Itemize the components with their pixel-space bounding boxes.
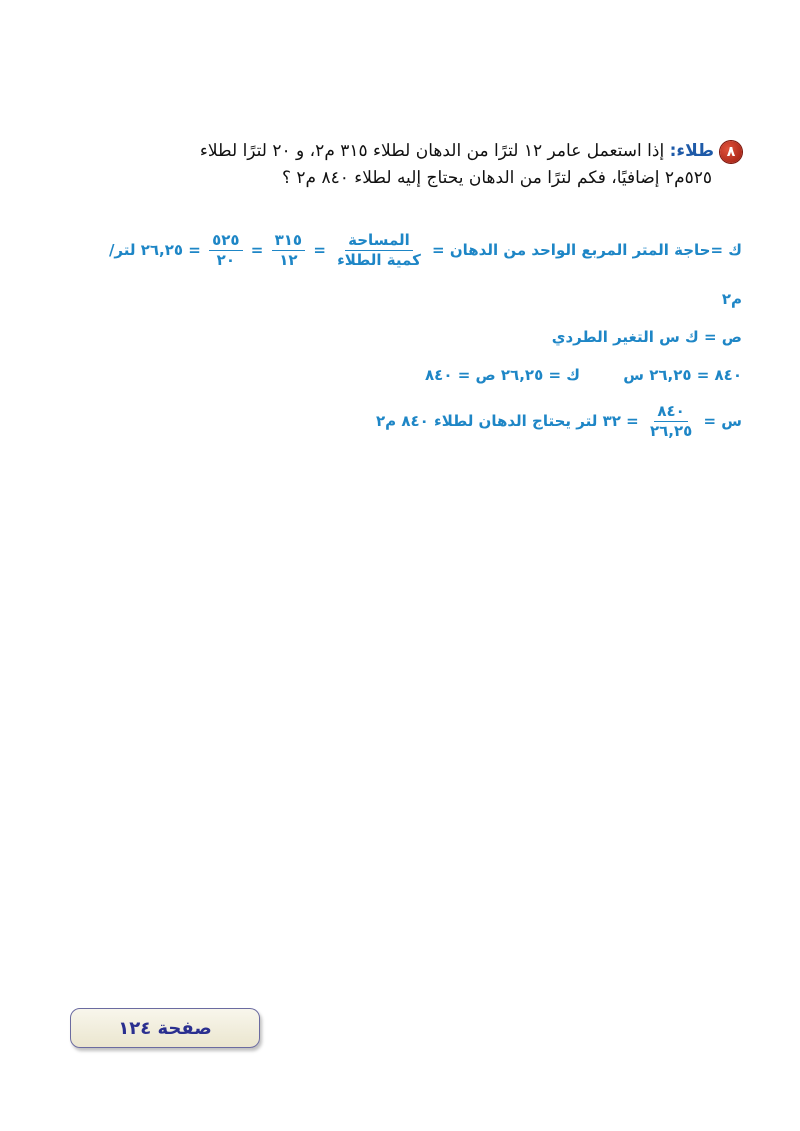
problem-statement [102, 138, 742, 192]
solution-row-1 [109, 232, 742, 269]
solution-row-4 [376, 403, 742, 440]
fraction-numerator: ٥٢٥ [209, 232, 242, 251]
solution-row-1-start: ك =حاجة المتر المربع الواحد من الدهان = [432, 241, 742, 259]
solution-row-1-continued: م٢ [721, 290, 742, 308]
fraction-denominator: ٢٠ [216, 251, 235, 269]
fraction-315-over-12 [272, 232, 305, 269]
page-number-label: صفحة ١٢٤ [118, 1017, 212, 1039]
fraction-525-over-20 [209, 232, 242, 269]
solution-row-1-end: = ٢٦,٢٥ لتر/ [108, 241, 201, 259]
fraction-area-over-paint [334, 232, 424, 269]
fraction-denominator: ٢٦,٢٥ [649, 422, 693, 440]
fraction-numerator: ٨٤٠ [654, 403, 687, 422]
solution-row-3-equation: ٨٤٠ = ٢٦,٢٥ س [623, 366, 742, 384]
solution-row-3-given: ك = ٢٦,٢٥ ص = ٨٤٠ [425, 366, 580, 384]
page-number-box [70, 1008, 260, 1048]
fraction-denominator: كمية الطلاء [337, 251, 421, 269]
problem-number-badge: ٨ [720, 141, 742, 163]
solution-row-4-end: = ٣٢ لتر يحتاج الدهان لطلاء ٨٤٠ م٢ [375, 412, 639, 430]
fraction-840-over-26-25 [647, 403, 695, 440]
equals-sign: = [250, 241, 264, 259]
solution-row-2: ص = ك س التغير الطردي [551, 328, 742, 346]
problem-label: طلاء: [669, 141, 714, 161]
fraction-numerator: المساحة [345, 232, 413, 251]
problem-line-2: ٥٢٥م٢ إضافيًا، فكم لترًا من الدهان يحتاج إليه لطلاء ٨٤٠ م٢ ؟ [281, 168, 712, 188]
fraction-numerator: ٣١٥ [272, 232, 305, 251]
fraction-denominator: ١٢ [279, 251, 298, 269]
problem-line-1: إذا استعمل عامر ١٢ لترًا من الدهان لطلاء ٣١٥ م٢، و ٢٠ لترًا لطلاء [199, 141, 665, 161]
solution-row-4-start: س = [703, 412, 742, 430]
equals-sign: = [313, 241, 326, 259]
